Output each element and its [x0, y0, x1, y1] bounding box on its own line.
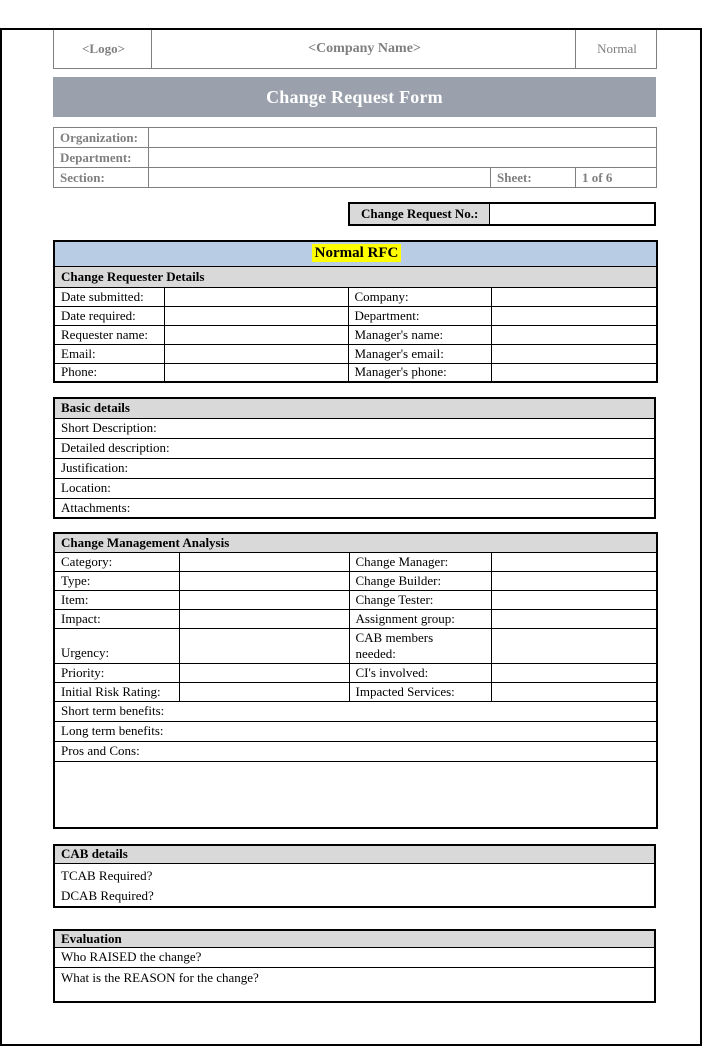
- date-required-value[interactable]: [164, 306, 348, 325]
- category-value[interactable]: [179, 552, 349, 571]
- basic-details-table: [53, 397, 656, 519]
- date-required-label: Date required:: [54, 306, 164, 325]
- urgency-label: Urgency:: [54, 628, 179, 663]
- cab-details-table: [53, 844, 656, 908]
- section-header-requester-details: Change Requester Details: [54, 266, 657, 287]
- justification-row[interactable]: Justification:: [54, 458, 655, 478]
- manager-name-label: Manager's name:: [348, 325, 491, 344]
- urgency-value[interactable]: [179, 628, 349, 663]
- priority-value[interactable]: [179, 663, 349, 682]
- short-term-benefits-row[interactable]: Short term benefits:: [54, 701, 657, 721]
- section-header-cab-details: CAB details: [54, 845, 655, 863]
- department-field-label: Department:: [348, 306, 491, 325]
- change-request-no-value[interactable]: [490, 203, 655, 225]
- impact-label: Impact:: [54, 609, 179, 628]
- change-request-no-label: Change Request No.:: [349, 203, 490, 225]
- sheet-label: Sheet:: [491, 168, 576, 188]
- requester-name-label: Requester name:: [54, 325, 164, 344]
- assignment-group-value[interactable]: [491, 609, 657, 628]
- pros-and-cons-blank-area[interactable]: [54, 761, 657, 828]
- cab-members-needed-value[interactable]: [491, 628, 657, 663]
- evaluation-table: [53, 929, 656, 1004]
- date-submitted-value[interactable]: [164, 287, 348, 306]
- impacted-services-value[interactable]: [491, 682, 657, 701]
- change-manager-label: Change Manager:: [349, 552, 491, 571]
- phone-label: Phone:: [54, 363, 164, 382]
- type-value[interactable]: [179, 571, 349, 590]
- long-term-benefits-row[interactable]: Long term benefits:: [54, 721, 657, 741]
- type-label: Type:: [54, 571, 179, 590]
- impacted-services-label: Impacted Services:: [349, 682, 491, 701]
- who-raised-row[interactable]: Who RAISED the change?: [54, 947, 655, 967]
- manager-email-label: Manager's email:: [348, 344, 491, 363]
- detailed-description-row[interactable]: Detailed description:: [54, 438, 655, 458]
- change-builder-value[interactable]: [491, 571, 657, 590]
- section-label: Section:: [54, 168, 149, 188]
- change-request-no-table: [348, 202, 656, 226]
- cis-involved-label: CI's involved:: [349, 663, 491, 682]
- form-title: Change Request Form: [53, 77, 656, 117]
- rfc-type-highlight: Normal RFC: [312, 244, 402, 262]
- section-value[interactable]: [149, 168, 491, 188]
- attachments-row[interactable]: Attachments:: [54, 498, 655, 518]
- manager-phone-label: Manager's phone:: [348, 363, 491, 382]
- change-tester-label: Change Tester:: [349, 590, 491, 609]
- email-value[interactable]: [164, 344, 348, 363]
- manager-email-value[interactable]: [491, 344, 657, 363]
- cab-members-needed-label: CAB members needed:: [349, 628, 491, 663]
- rfc-mode-badge: Normal: [576, 29, 657, 69]
- tcab-required-question[interactable]: TCAB Required?: [61, 867, 153, 883]
- section-header-basic-details: Basic details: [54, 398, 655, 418]
- priority-label: Priority:: [54, 663, 179, 682]
- email-label: Email:: [54, 344, 164, 363]
- company-value[interactable]: [491, 287, 657, 306]
- location-row[interactable]: Location:: [54, 478, 655, 498]
- short-description-row[interactable]: Short Description:: [54, 418, 655, 438]
- department-label: Department:: [54, 148, 149, 168]
- document-page: [53, 28, 656, 1003]
- initial-risk-rating-value[interactable]: [179, 682, 349, 701]
- manager-name-value[interactable]: [491, 325, 657, 344]
- section-header-evaluation: Evaluation: [54, 930, 655, 948]
- sheet-value: 1 of 6: [576, 168, 657, 188]
- organization-label: Organization:: [54, 128, 149, 148]
- company-header-table: [53, 28, 657, 69]
- org-info-table: [53, 127, 657, 188]
- requester-name-value[interactable]: [164, 325, 348, 344]
- change-tester-value[interactable]: [491, 590, 657, 609]
- company-name: <Company Name>: [152, 29, 576, 69]
- manager-phone-value[interactable]: [491, 363, 657, 382]
- change-management-analysis-table: [53, 532, 658, 829]
- reason-for-change-row[interactable]: What is the REASON for the change?: [54, 967, 655, 1002]
- logo-placeholder: <Logo>: [54, 29, 152, 69]
- organization-value[interactable]: [149, 128, 657, 148]
- cis-involved-value[interactable]: [491, 663, 657, 682]
- company-label: Company:: [348, 287, 491, 306]
- category-label: Category:: [54, 552, 179, 571]
- section-header-cma: Change Management Analysis: [54, 533, 657, 552]
- change-builder-label: Change Builder:: [349, 571, 491, 590]
- requester-details-table: [53, 240, 658, 383]
- change-manager-value[interactable]: [491, 552, 657, 571]
- initial-risk-rating-label: Initial Risk Rating:: [54, 682, 179, 701]
- assignment-group-label: Assignment group:: [349, 609, 491, 628]
- item-value[interactable]: [179, 590, 349, 609]
- dcab-required-question[interactable]: DCAB Required?: [61, 887, 154, 903]
- phone-value[interactable]: [164, 363, 348, 382]
- department-field-value[interactable]: [491, 306, 657, 325]
- cab-questions-cell[interactable]: [54, 863, 655, 907]
- department-value[interactable]: [149, 148, 657, 168]
- item-label: Item:: [54, 590, 179, 609]
- pros-and-cons-row[interactable]: Pros and Cons:: [54, 741, 657, 761]
- impact-value[interactable]: [179, 609, 349, 628]
- rfc-type-banner: [54, 241, 657, 266]
- date-submitted-label: Date submitted:: [54, 287, 164, 306]
